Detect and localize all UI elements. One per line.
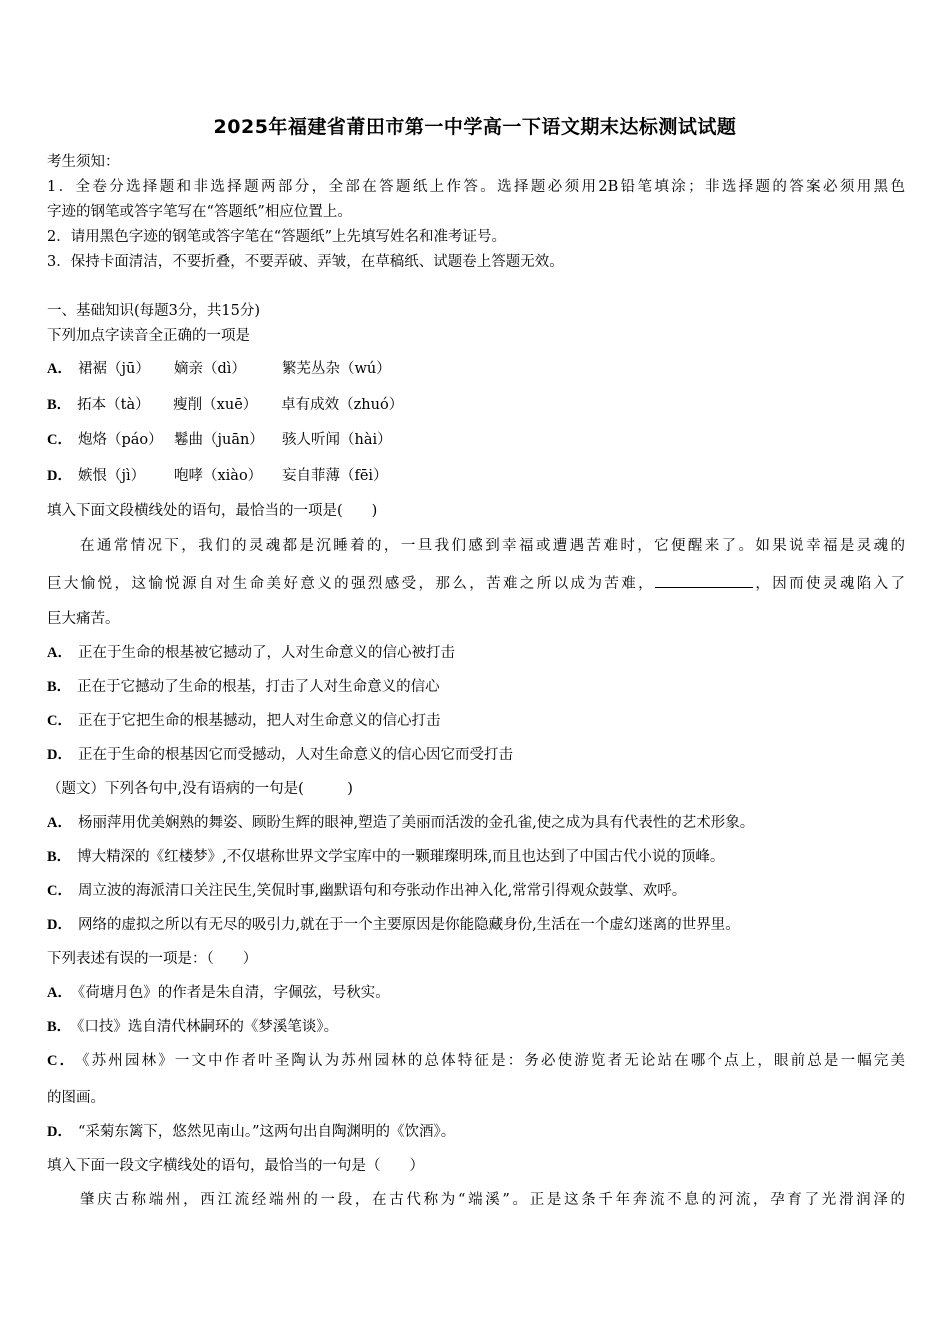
question-2-option-c[interactable] [47,711,440,731]
option-text: 周立波的海派清口关注民生,笑侃时事,幽默语句和夸张动作出神入化,常常引得观众鼓掌、欢呼。 [77,883,687,899]
question-4-option-c-continued: 的图画。 [47,1090,105,1106]
option-word: 瘦削（xuē） [173,397,258,413]
option-text: 正在于生命的根基因它而受撼动，人对生命意义的信心因它而受打击 [77,747,513,763]
option-word: 拓本（tà） [77,397,150,413]
option-text: 杨丽萍用优美娴熟的舞姿、顾盼生辉的眼神,塑造了美丽而活泼的金孔雀,使之成为具有代表性的艺术形象。 [77,815,755,831]
question-4-option-c[interactable] [47,1051,905,1071]
question-2-passage-line-1: 在通常情况下，我们的灵魂都是沉睡着的，一旦我们感到幸福或遭遇苦难时，它便醒来了。如果说幸福是灵魂的 [80,538,905,554]
option-word: 炮烙（páo） [77,432,163,448]
option-label: A． [47,361,72,377]
option-word: 妄自菲薄（fēi） [281,468,388,484]
question-3-option-d[interactable] [47,915,740,935]
notice-item-3: 3．保持卡面清洁，不要折叠，不要弄破、弄皱，在草稿纸、试题卷上答题无效。 [47,254,564,270]
page-title: 2025年福建省莆田市第一中学高一下语文期末达标测试试题 [213,116,737,138]
question-3-stem: （题文）下列各句中,没有语病的一句是( ) [47,781,353,797]
option-label: A． [47,815,72,831]
option-label: B． [47,1019,72,1035]
question-2-option-a[interactable] [47,643,455,663]
answer-blank [655,573,753,588]
question-1-option-b[interactable] [47,395,403,415]
option-label: C． [47,1053,77,1069]
option-word: 繁芜丛杂（wú） [281,361,391,377]
notice-heading: 考生须知： [47,154,120,170]
question-1-stem: 下列加点字读音全正确的一项是 [47,328,250,344]
question-2-option-b[interactable] [47,677,440,697]
question-2-stem: 填入下面文段横线处的语句，最恰当的一项是( ) [47,503,378,519]
option-text: 正在于它撼动了生命的根基，打击了人对生命意义的信心 [77,679,440,695]
section-heading: 一、基础知识(每题3分，共15分) [47,303,260,319]
option-text: 博大精深的《红楼梦》,不仅堪称世界文学宝库中的一颗璀璨明珠,而且也达到了中国古代小说的顶峰。 [77,849,725,865]
option-label: C． [47,713,72,729]
option-label: D． [47,468,72,484]
option-label: A． [47,645,72,661]
option-label: B． [47,397,72,413]
notice-item-1-line-1: 1．全卷分选择题和非选择题两部分，全部在答题纸上作答。选择题必须用2B铅笔填涂；非选择题的答案必须用黑色 [47,179,905,195]
option-text: 网络的虚拟之所以有无尽的吸引力,就在于一个主要原因是你能隐藏身份,生活在一个虚幻迷离的世界里。 [77,917,740,933]
question-2-option-d[interactable] [47,745,513,765]
question-1-option-d[interactable] [47,466,388,486]
question-4-stem: 下列表述有误的一项是：（ ） [47,951,258,967]
option-word: 嫉恨（jì） [77,468,146,484]
option-word: 骇人听闻（hài） [281,432,392,448]
option-text: 正在于生命的根基被它撼动了，人对生命意义的信心被打击 [77,645,455,661]
notice-item-2: 2．请用黑色字迹的钢笔或答字笔在“答题纸”上先填写姓名和准考证号。 [47,229,507,245]
notice-item-1-line-2: 字迹的钢笔或答字笔写在“答题纸”相应位置上。 [47,204,352,220]
option-text: “采菊东篱下，悠然见南山。”这两句出自陶渊明的《饮酒》。 [77,1124,456,1140]
option-word: 嫡亲（dì） [173,361,246,377]
option-word: 卓有成效（zhuó） [281,397,404,413]
option-text: 《口技》选自清代林嗣环的《梦溪笔谈》。 [77,1019,339,1035]
question-4-option-d[interactable] [47,1122,455,1142]
question-2-passage-line-2 [47,573,905,594]
question-3-option-c[interactable] [47,881,686,901]
question-5-passage-line-1: 肇庆古称端州，西江流经端州的一段，在古代称为“端溪”。正是这条千年奔流不息的河流，孕育了光滑润泽的 [80,1192,905,1208]
option-text: 正在于它把生命的根基撼动，把人对生命意义的信心打击 [77,713,441,729]
question-5-stem: 填入下面一段文字横线处的语句，最恰当的一句是（ ） [47,1158,424,1174]
question-1-option-c[interactable] [47,430,392,450]
passage-text: 巨大愉悦，这愉悦源自对生命美好意义的强烈感受，那么，苦难之所以成为苦难， [47,576,655,592]
question-4-option-b[interactable] [47,1017,338,1037]
option-label: D． [47,747,72,763]
passage-text: ，因而使灵魂陷入了 [753,576,905,592]
option-label: B． [47,849,72,865]
option-text: 《荷塘月色》的作者是朱自清，字佩弦，号秋实。 [77,985,390,1001]
option-label: B． [47,679,72,695]
option-text: 《苏州园林》一文中作者叶圣陶认为苏州园林的总体特征是：务必使游览者无论站在哪个点上，眼前总是一幅完美 [82,1053,905,1069]
option-word: 鬈曲（juān） [173,432,264,448]
question-3-option-a[interactable] [47,813,754,833]
option-label: A． [47,985,72,1001]
option-label: D． [47,1124,72,1140]
option-label: D． [47,917,72,933]
question-1-option-a[interactable] [47,359,391,379]
option-word: 裙裾（jū） [77,361,150,377]
option-label: C． [47,883,72,899]
option-word: 咆哮（xiào） [173,468,263,484]
option-label: C． [47,432,72,448]
question-2-passage-line-3: 巨大痛苦。 [47,611,120,627]
question-4-option-a[interactable] [47,983,390,1003]
question-3-option-b[interactable] [47,847,724,867]
